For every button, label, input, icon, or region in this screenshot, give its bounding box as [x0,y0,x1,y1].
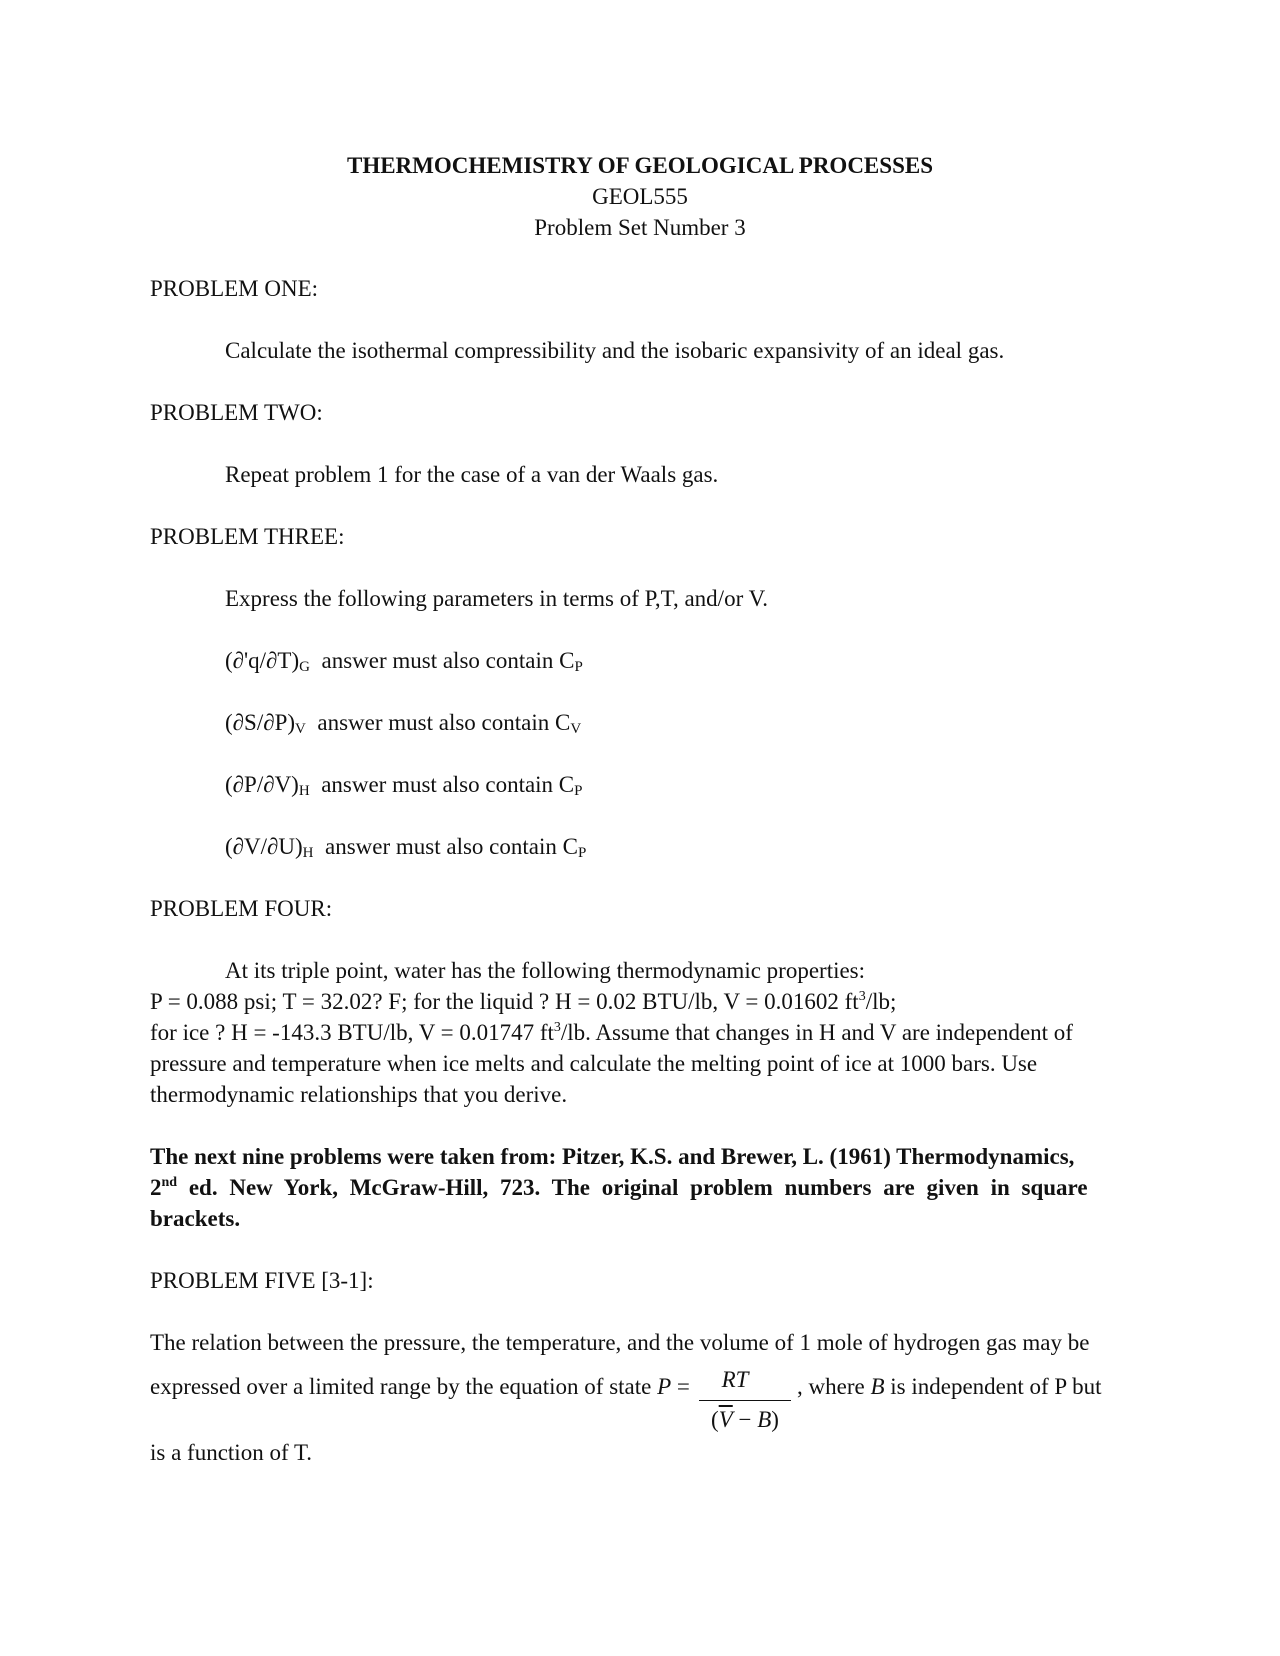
course-code: GEOL555 [592,184,688,209]
text-run: ed. New York, McGraw-Hill, 723. The original problem numbers are given in square [177,1175,1088,1200]
problem-four-line: pressure and temperature when ice melts and calculate the melting point of ice at 1000 bars. Use [150,1051,1038,1076]
partial-derivative-item [225,645,583,676]
derivative-note: answer must also contain C [321,772,575,797]
text-run: , [797,1374,803,1399]
note-subscript: P [577,845,587,861]
superscript: 3 [858,989,866,1004]
paren-close: ) [771,1407,779,1432]
problem-two-heading: PROBLEM TWO: [150,400,323,425]
source-note-line: brackets. [150,1206,241,1231]
source-note-line: The next nine problems were taken from: Pitzer, K.S. and Brewer, L. (1961) Thermodynamics, [150,1144,1075,1169]
equation-variable: B [870,1374,885,1399]
derivative-note: answer must also contain C [321,648,575,673]
partial-derivative-item [225,707,581,738]
superscript: nd [161,1175,178,1190]
derivative-expression: (∂S/∂P) [225,710,296,735]
equation-fraction [675,1360,795,1440]
problem-four-line: At its triple point, water has the following thermodynamic properties: [225,958,866,983]
problem-four-heading: PROBLEM FOUR: [150,896,333,921]
note-subscript: P [574,783,583,799]
text-run: for ice ? H = -143.3 BTU/lb, V = 0.01747 ft [150,1020,554,1045]
text-run: where [802,1374,871,1399]
molar-volume-symbol: $\overline{V}$ [718,1407,733,1432]
equation-variable: B [757,1407,772,1432]
document-title: THERMOCHEMISTRY OF GEOLOGICAL PROCESSES [346,153,933,178]
derivative-subscript: G [299,659,310,675]
document-subtitle: Problem Set Number 3 [534,215,746,240]
note-subscript: P [574,659,583,675]
text-run: /lb. Assume that changes in H and V are independent of [560,1020,1073,1045]
derivative-expression: (∂V/∂U) [225,834,303,859]
equation-equals: = [671,1374,690,1399]
document-header [0,150,1280,243]
problem-five-line-tail [797,1371,1101,1402]
problem-four-line: thermodynamic relationships that you derive. [150,1082,568,1107]
minus-sign: − [732,1407,758,1432]
problem-two-text: Repeat problem 1 for the case of a van der Waals gas. [225,462,719,487]
derivative-subscript: V [295,721,306,737]
partial-derivative-item [225,831,586,862]
partial-derivative-item [225,769,583,800]
problem-five-heading: PROBLEM FIVE [3-1]: [150,1268,374,1293]
derivative-note: answer must also contain C [317,710,571,735]
fraction-numerator: RT [721,1367,749,1392]
problem-one-heading: PROBLEM ONE: [150,276,319,301]
derivative-expression: (∂'q/∂T) [225,648,300,673]
fraction-denominator [675,1404,815,1435]
note-subscript: V [570,721,582,737]
problem-three-heading: PROBLEM THREE: [150,524,345,549]
text-run: is independent of P but [884,1374,1102,1399]
text-run: expressed over a limited range by the equation of state [150,1374,658,1399]
text-run: P = 0.088 psi; T = 32.02? F; for the liquid ? H = 0.02 BTU/lb, V = 0.01602 ft [150,989,859,1014]
problem-five-line: is a function of T. [150,1440,313,1465]
derivative-note: answer must also contain C [325,834,578,859]
text-run: 2 [150,1175,162,1200]
problem-four-line [150,986,896,1017]
paren-open: ( [711,1407,719,1432]
derivative-subscript: H [298,783,310,799]
fraction-bar [699,1400,791,1401]
derivative-subscript: H [302,845,314,861]
equation-variable: P [657,1374,672,1399]
problem-five-line [150,1371,690,1402]
problem-four-line [150,1017,1073,1048]
problem-one-text: Calculate the isothermal compressibility and the isobaric expansivity of an ideal gas. [225,338,1005,363]
problem-five-line: The relation between the pressure, the temperature, and the volume of 1 mole of hydrogen gas may be [150,1330,1090,1355]
superscript: 3 [553,1020,561,1035]
problem-three-intro: Express the following parameters in terms of P,T, and/or V. [225,586,768,611]
text-run: /lb; [865,989,897,1014]
source-note-line [150,1172,1088,1203]
derivative-expression: (∂P/∂V) [225,772,299,797]
